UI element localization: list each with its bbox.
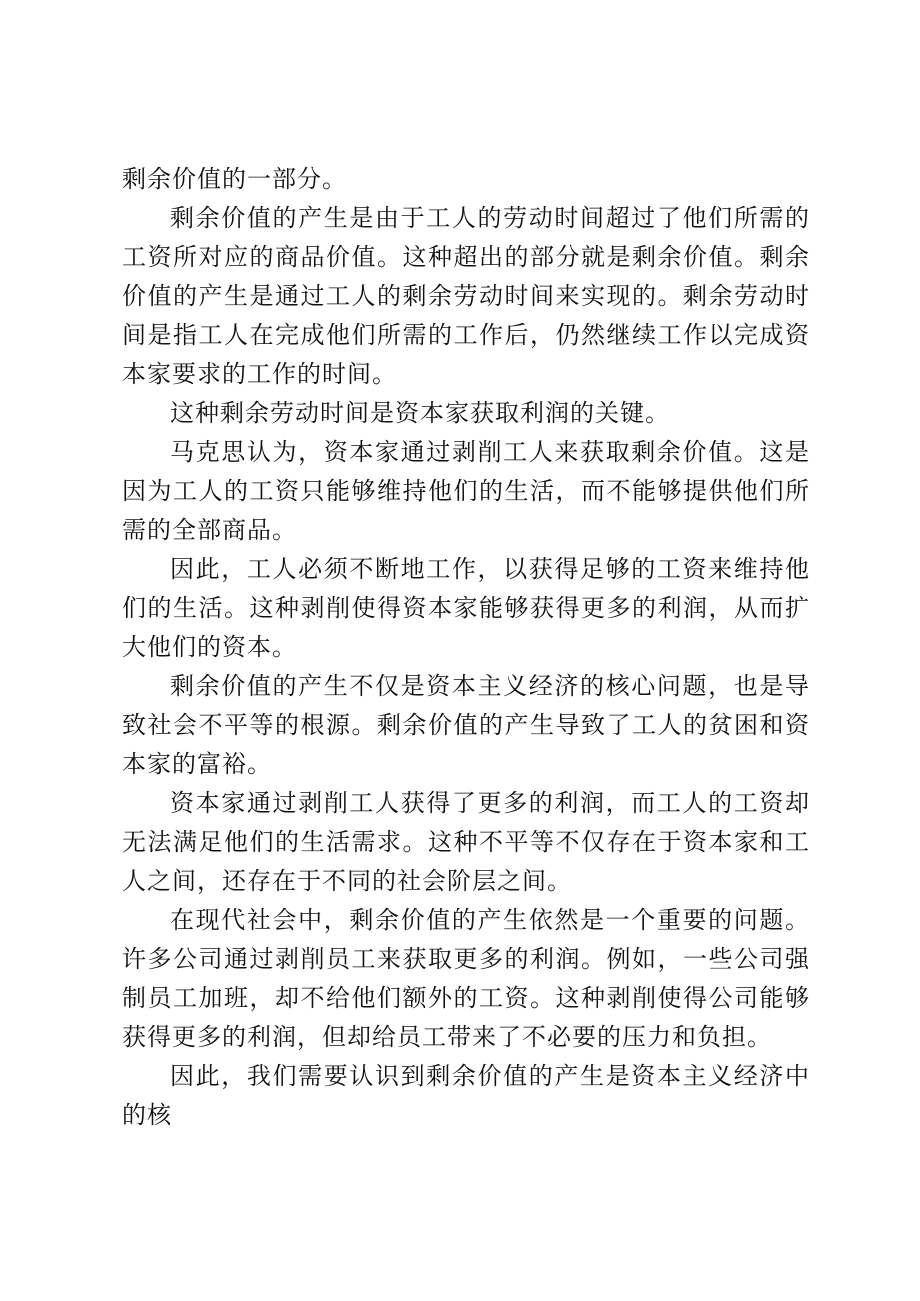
paragraph: 在现代社会中，剩余价值的产生依然是一个重要的问题。许多公司通过剥削员工来获取更多的利润。例如，一些公司强制员工加班，却不给他们额外的工资。这种剥削使得公司能够获得更多的利润，但却给员工带来了不必要的压力和负担。	[122, 906, 810, 1051]
paragraph: 因此，工人必须不断地工作，以获得足够的工资来维持他们的生活。这种剥削使得资本家能够获得更多的利润，从而扩大他们的资本。	[122, 555, 810, 661]
paragraph: 马克思认为，资本家通过剥削工人来获取剩余价值。这是因为工人的工资只能够维持他们的生活，而不能够提供他们所需的全部商品。	[122, 438, 810, 544]
paragraph-continuation: 剩余价值的一部分。	[122, 165, 347, 193]
document-body	[122, 160, 810, 1135]
paragraph: 剩余价值的产生不仅是资本主义经济的核心问题，也是导致社会不平等的根源。剩余价值的产生导致了工人的贫困和资本家的富裕。	[122, 672, 810, 778]
paragraph: 这种剩余劳动时间是资本家获取利润的关键。	[170, 399, 670, 427]
paragraph: 剩余价值的产生是由于工人的劳动时间超过了他们所需的工资所对应的商品价值。这种超出的部分就是剩余价值。剩余价值的产生是通过工人的剩余劳动时间来实现的。剩余劳动时间是指工人在完成他们所需的工作后，仍然继续工作以完成资本家要求的工作的时间。	[122, 204, 810, 388]
paragraph: 资本家通过剥削工人获得了更多的利润，而工人的工资却无法满足他们的生活需求。这种不平等不仅存在于资本家和工人之间，还存在于不同的社会阶层之间。	[122, 789, 810, 895]
paragraph: 因此，我们需要认识到剩余价值的产生是资本主义经济中的核	[122, 1062, 810, 1129]
